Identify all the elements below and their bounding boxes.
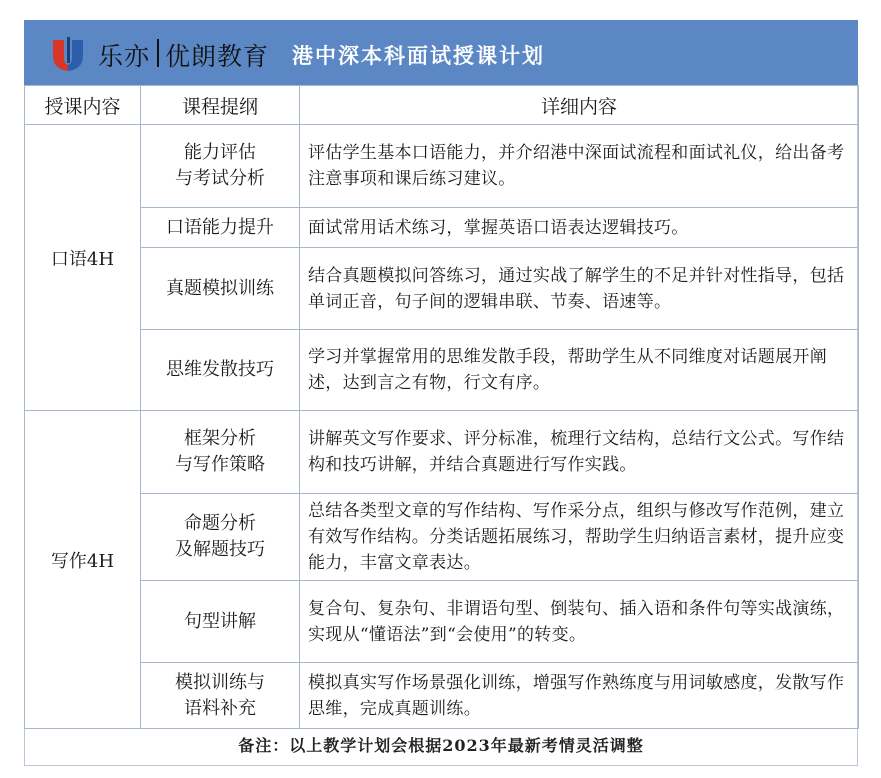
outline-cell	[141, 494, 300, 581]
outline-line: 思维发散技巧	[166, 359, 274, 380]
outline-cell	[141, 330, 300, 411]
table-row	[25, 125, 859, 208]
outline-cell	[141, 581, 300, 663]
outline-cell	[141, 663, 300, 729]
outline-line: 口语能力提升	[166, 216, 274, 238]
outline-cell	[141, 248, 300, 330]
table-row	[25, 581, 859, 663]
outline-line: 语料补充	[184, 697, 256, 719]
detail-cell: 学习并掌握常用的思维发散手段，帮助学生从不同维度对话题展开阐述，达到言之有物，行文有序。	[300, 330, 859, 411]
detail-cell: 复合句、复杂句、非谓语句型、倒装句、插入语和条件句等实战演练，实现从“懂语法”到“会使用”的转变。	[300, 581, 859, 663]
table-header-row	[25, 86, 859, 125]
column-header-detail: 详细内容	[300, 86, 859, 125]
page-title: 港中深本科面试授课计划	[292, 43, 545, 68]
brand-name-primary: 乐亦	[98, 42, 151, 71]
outline-cell	[141, 125, 300, 208]
category-cell: 写作4H	[25, 411, 141, 729]
table-row	[25, 330, 859, 411]
brand-name-secondary: 优朗教育	[165, 42, 270, 71]
outline-line: 与写作策略	[175, 454, 265, 475]
detail-cell: 总结各类型文章的写作结构、写作采分点，组织与修改写作范例，建立有效写作结构。分类话题拓展练习，帮助学生归纳语言素材，提升应变能力，丰富文章表达。	[300, 494, 859, 581]
outline-line: 真题模拟训练	[166, 277, 274, 299]
outline-line: 与考试分析	[175, 168, 265, 189]
header-bar	[24, 20, 858, 85]
u-shield-logo-icon	[50, 36, 86, 72]
table-row	[25, 494, 859, 581]
detail-cell: 面试常用话术练习，掌握英语口语表达逻辑技巧。	[300, 208, 859, 248]
outline-line: 句型讲解	[184, 610, 256, 632]
table-row	[25, 663, 859, 729]
table-row	[25, 411, 859, 494]
outline-line: 命题分析	[184, 513, 256, 534]
table-row	[25, 208, 859, 248]
detail-cell: 模拟真实写作场景强化训练，增强写作熟练度与用词敏感度，发散写作思维，完成真题训练。	[300, 663, 859, 729]
course-plan-table	[24, 85, 859, 729]
detail-cell: 结合真题模拟问答练习，通过实战了解学生的不足并针对性指导，包括单词正音，句子间的逻辑串联、节奏、语速等。	[300, 248, 859, 330]
column-header-content: 授课内容	[25, 86, 141, 125]
outline-cell	[141, 208, 300, 248]
detail-cell: 讲解英文写作要求、评分标准，梳理行文结构，总结行文公式。写作结构和技巧讲解，并结合真题进行写作实践。	[300, 411, 859, 494]
outline-line: 及解题技巧	[175, 539, 265, 560]
detail-cell: 评估学生基本口语能力，并介绍港中深面试流程和面试礼仪，给出备考注意事项和课后练习建议。	[300, 125, 859, 208]
table-row	[25, 248, 859, 330]
outline-cell	[141, 411, 300, 494]
footnote: 备注：以上教学计划会根据2023年最新考情灵活调整	[238, 736, 644, 755]
brand-divider	[157, 39, 159, 67]
outline-line: 能力评估	[184, 142, 256, 163]
outline-line: 框架分析	[184, 428, 256, 449]
outline-line: 模拟训练与	[175, 671, 265, 693]
column-header-outline: 课程提纲	[141, 86, 300, 125]
category-cell: 口语4H	[25, 125, 141, 411]
